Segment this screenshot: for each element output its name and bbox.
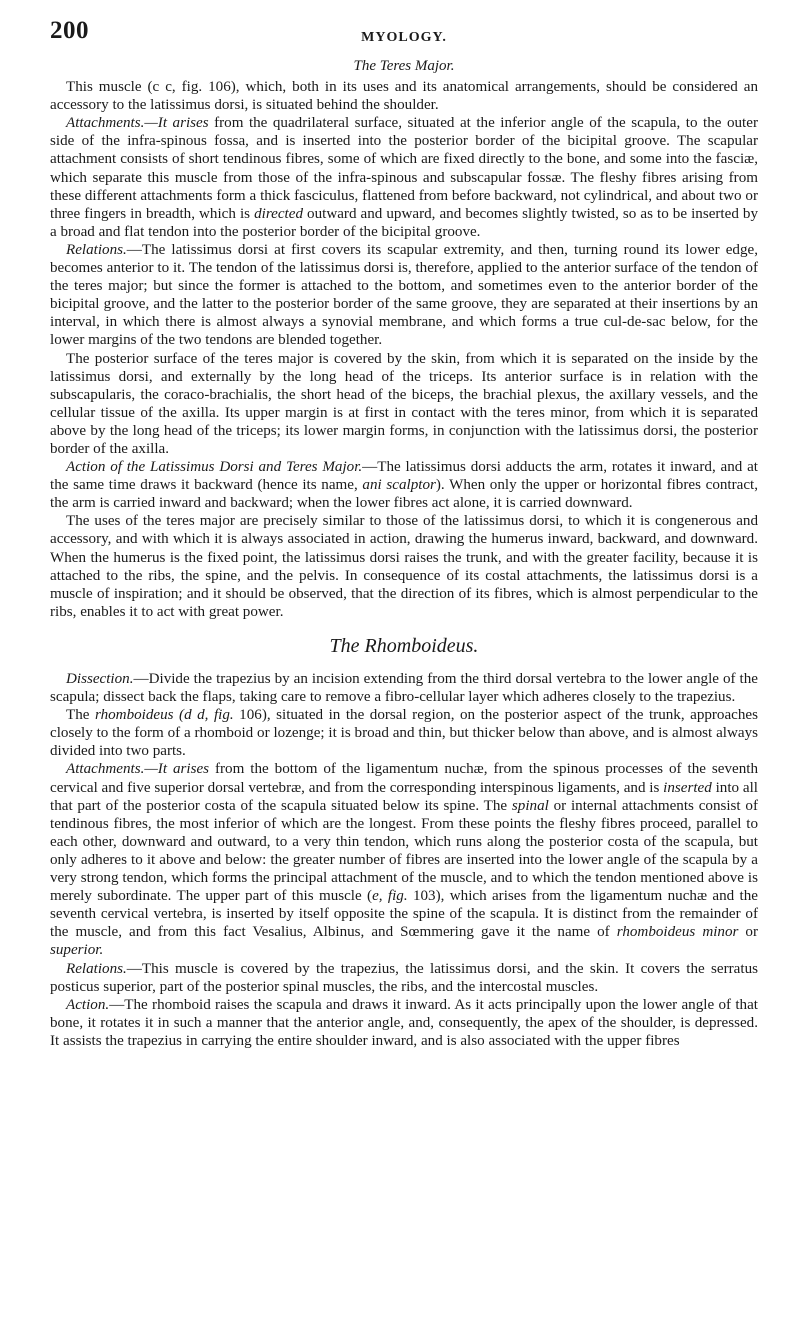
- relations-heading: Relations.: [66, 960, 127, 977]
- paragraph-teres-relations: Relations.—The latissimus dorsi at first covers its scapular extremity, and then, turning round its lower edge, becomes anterior to it. The tendon of the latissimus dorsi is, therefore, applied to the anterior surface of the tendon of the teres major; but since the former is attached to the bottom, and sometimes even to the anterior border of the bicipital groove, and the latter to the posterior border of the same groove, they are separated at their insertions by an interval, in which there is almost always a synovial membrane, and which forms a true cul-de-sac below, for the lower margins of the two tendons are blended together.: [50, 241, 758, 349]
- running-title: MYOLOGY.: [361, 30, 447, 45]
- paragraph-teres-posterior-surface: The posterior surface of the teres major is covered by the skin, from which it is separated on the inside by the latissimus dorsi, and externally by the long head of the triceps. Its anterior surface is in relation with the subscapularis, the coraco-brachialis, the short head of the biceps, the brachial plexus, the axillary vessels, and the cellular tissue of the axilla. Its upper margin is at first in contact with the teres minor, from which it is separated above by the long head of the triceps; its lower margin forms, in conjunction with the latissimus dorsi, the posterior border of the axilla.: [50, 350, 758, 457]
- action-heading: Action of the Latissimus Dorsi and Teres Major.: [66, 459, 363, 476]
- relations-heading: Relations.: [66, 241, 127, 258]
- attachments-heading: Attachments.—It arises: [66, 761, 210, 778]
- page-number: 200: [50, 17, 89, 44]
- attachments-heading: Attachments.—It arises: [66, 115, 209, 132]
- paragraph-teres-action: Action of the Latissimus Dorsi and Teres Major.—The latissimus dorsi adducts the arm, rotates it inward, and at the same time draws it backward (hence its name, ani scalptor). When only the upper or horizontal fibres contract, the arm is carried inward and backward; when the lower fibres act alone, it is carried downward.: [50, 459, 759, 512]
- paragraph-rhomboideus-dissection: Dissection.—Divide the trapezius by an incision extending from the third dorsal vertebra to the lower angle of the scapula; dissect back the flaps, taking care to remove a fibro-cellular layer which adheres closely to the trapezius.: [50, 671, 758, 706]
- paragraph-teres-intro: This muscle (c c, fig. 106), which, both in its uses and its anatomical arrangements, should be considered an accessory to the latissimus dorsi, is situated behind the shoulder.: [50, 79, 758, 114]
- paragraph-teres-uses: The uses of the teres major are precisely similar to those of the latissimus dorsi, to which it is congenerous and accessory, and with which it is always associated in action, drawing the humerus inward, backward, and downward. When the humerus is the fixed point, the latissimus dorsi raises the trunk, and with the greater facility, because it is attached to the ribs, the spine, and the pelvis. In consequence of its costal attachments, the latissimus dorsi is a muscle of inspiration; and it should be observed, that the direction of its fibres, which is almost perpendicular to the ribs, enables it to act with great power.: [50, 513, 758, 620]
- running-head: [50, 17, 758, 52]
- section-title-rhomboideus: The Rhomboideus.: [329, 634, 479, 657]
- paragraph-rhomboideus-relations: Relations.—This muscle is covered by the trapezius, the latissimus dorsi, and the skin. It covers the serratus posticus superior, part of the posterior spinal muscles, the ribs, and the intercostal muscles.: [50, 960, 758, 995]
- paragraph-teres-attachments: Attachments.—It arises from the quadrilateral surface, situated at the inferior angle of the scapula, to the outer side of the infra-spinous fossa, and is inserted into the posterior border of the bicipital groove. The scapular attachment consists of short tendinous fibres, some of which are fixed directly to the bone, and some into the fasciæ, which separate this muscle from those of the infra-spinous and subscapular fossæ. The fleshy fibres arising from these different attachments form a thick fasciculus, flattened from before backward, not cylindrical, and about two or three fingers in breadth, which is directed outward and upward, and becomes slightly twisted, so as to be inserted by a broad and flat tendon into the posterior border of the bicipital groove.: [50, 115, 759, 240]
- dissection-heading: Dissection.: [66, 671, 134, 687]
- paragraph-rhomboideus-intro: The rhomboideus (d d, fig. 106), situated in the dorsal region, on the posterior aspect of the trunk, approaches closely to the form of a rhomboid or lozenge; it is broad and thin, but thicker below than above, and is almost always divided into two parts.: [50, 707, 758, 760]
- action-heading: Action.: [66, 996, 110, 1013]
- paragraph-rhomboideus-action: Action.—The rhomboid raises the scapula and draws it inward. As it acts principally upon the lower angle of that bone, it rotates it in such a manner that the anterior angle, and, consequently, the apex of the shoulder, is depressed. It assists the trapezius in carrying the entire shoulder inward, and is also associated with the upper fibres: [50, 996, 758, 1049]
- paragraph-rhomboideus-attachments: Attachments.—It arises from the bottom of the ligamentum nuchæ, from the spinous processes of the seventh cervical and five superior dorsal vertebræ, and from the corresponding interspinous ligaments, and is inserted into all that part of the posterior costa of the scapula situated below its spine. The spinal or internal attachments consist of tendinous fibres, the most inferior of which are the longest. From these points the fleshy fibres proceed, parallel to each other, downward and outward, to a very thin tendon, which runs along the posterior costa of the scapula, but only adheres to it above and below: the greater number of fibres are inserted into the lower angle of the scapula by a very strong tendon, which forms the principal attachment of the muscle, and to which the tendon mentioned above is merely subordinate. The upper part of this muscle (e, fig. 103), which arises from the ligamentum nuchæ and the seventh cervical vertebra, is inserted by itself opposite the spine of the scapula. It is distinct from the remainder of the muscle, and from this fact Vesalius, Albinus, and Sœmmering gave it the name of rhomboideus minor or superior.: [50, 761, 758, 959]
- section-title-teres-major: The Teres Major.: [353, 58, 455, 74]
